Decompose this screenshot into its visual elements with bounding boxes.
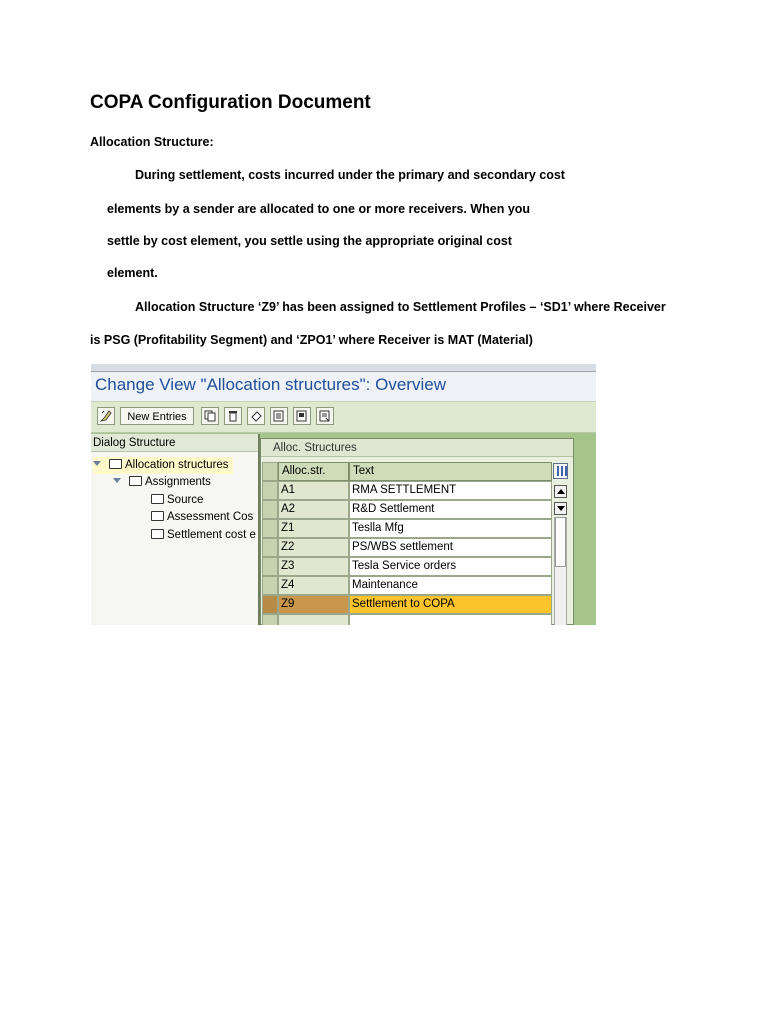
tree-item-allocation-structures[interactable]: Allocation structures — [93, 457, 233, 474]
paragraph1-line-1: During settlement, costs incurred under the primary and secondary cost — [135, 168, 565, 182]
scroll-up-button[interactable] — [554, 485, 567, 498]
dialog-structure-header: Dialog Structure — [91, 434, 258, 452]
cell-alloc-str[interactable]: Z1 — [278, 519, 349, 538]
select-block-icon[interactable] — [293, 407, 311, 425]
allocation-structures-grid — [260, 438, 574, 625]
row-selector[interactable] — [262, 538, 278, 557]
scrollbar-thumb[interactable] — [555, 517, 566, 567]
table-settings-icon[interactable] — [553, 463, 568, 479]
copy-icon[interactable] — [201, 407, 219, 425]
row-selector[interactable] — [262, 481, 278, 500]
folder-icon — [151, 529, 164, 539]
new-entries-button[interactable]: New Entries — [120, 407, 194, 425]
paragraph2-line-2: is PSG (Profitability Segment) and ‘ZPO1’ where Receiver is MAT (Material) — [90, 333, 533, 347]
select-all-icon[interactable] — [270, 407, 288, 425]
cell-alloc-str[interactable] — [278, 614, 349, 625]
paragraph1-line-3: settle by cost element, you settle using the appropriate original cost — [107, 234, 512, 248]
cell-alloc-str[interactable]: A2 — [278, 500, 349, 519]
cell-text[interactable]: Settlement to COPA — [349, 595, 552, 614]
cell-text[interactable]: PS/WBS settlement — [349, 538, 552, 557]
tree-item-source[interactable]: Source — [151, 492, 203, 509]
cell-text[interactable]: Teslla Mfg — [349, 519, 552, 538]
tree-item-settlement-cost[interactable]: Settlement cost e — [151, 527, 256, 544]
tree-item-assignments[interactable]: Assignments — [113, 474, 211, 491]
paragraph1-line-4: element. — [107, 266, 158, 280]
column-header-text[interactable]: Text — [349, 462, 552, 481]
row-selector[interactable] — [262, 576, 278, 595]
cell-alloc-str[interactable]: A1 — [278, 481, 349, 500]
paragraph1-line-2: elements by a sender are allocated to one or more receivers. When you — [107, 202, 531, 216]
select-all-rows-button[interactable] — [262, 462, 278, 481]
row-selector[interactable] — [262, 557, 278, 576]
cell-text[interactable]: RMA SETTLEMENT — [349, 481, 552, 500]
scroll-down-button[interactable] — [554, 502, 567, 515]
row-selector[interactable] — [262, 519, 278, 538]
folder-open-icon — [109, 459, 122, 469]
row-selector[interactable] — [262, 500, 278, 519]
section-heading: Allocation Structure: — [90, 135, 214, 149]
sap-title-bar — [91, 372, 596, 401]
cell-text[interactable]: Tesla Service orders — [349, 557, 552, 576]
cell-text[interactable]: Maintenance — [349, 576, 552, 595]
row-selector[interactable] — [262, 614, 278, 625]
document-title: COPA Configuration Document — [90, 92, 371, 113]
dialog-structure-panel — [91, 434, 260, 625]
cell-alloc-str[interactable]: Z2 — [278, 538, 349, 557]
sap-toolbar — [91, 401, 596, 433]
deselect-all-icon[interactable] — [316, 407, 334, 425]
sap-screen-title: Change View "Allocation structures": Overview — [95, 375, 446, 394]
cell-alloc-str[interactable]: Z9 — [278, 595, 349, 614]
undo-icon[interactable] — [247, 407, 265, 425]
cell-alloc-str[interactable]: Z3 — [278, 557, 349, 576]
paragraph2-line-1: Allocation Structure ‘Z9’ has been assigned to Settlement Profiles – ‘SD1’ where Receiver — [135, 300, 666, 314]
vertical-scrollbar[interactable] — [554, 517, 567, 625]
delete-icon[interactable] — [224, 407, 242, 425]
grid-caption: Alloc. Structures — [261, 439, 573, 457]
row-selector[interactable] — [262, 595, 278, 614]
change-display-icon[interactable] — [97, 407, 115, 425]
folder-icon — [151, 511, 164, 521]
sap-screenshot — [91, 364, 596, 625]
folder-icon — [129, 476, 142, 486]
cell-alloc-str[interactable]: Z4 — [278, 576, 349, 595]
tree-item-assessment[interactable]: Assessment Cos — [151, 509, 253, 526]
folder-icon — [151, 494, 164, 504]
expand-triangle-icon[interactable] — [113, 478, 121, 483]
column-header-alloc-str[interactable]: Alloc.str. — [278, 462, 349, 481]
cell-text[interactable] — [349, 614, 552, 625]
expand-triangle-icon[interactable] — [93, 461, 101, 466]
cell-text[interactable]: R&D Settlement — [349, 500, 552, 519]
sap-top-border — [91, 364, 596, 372]
